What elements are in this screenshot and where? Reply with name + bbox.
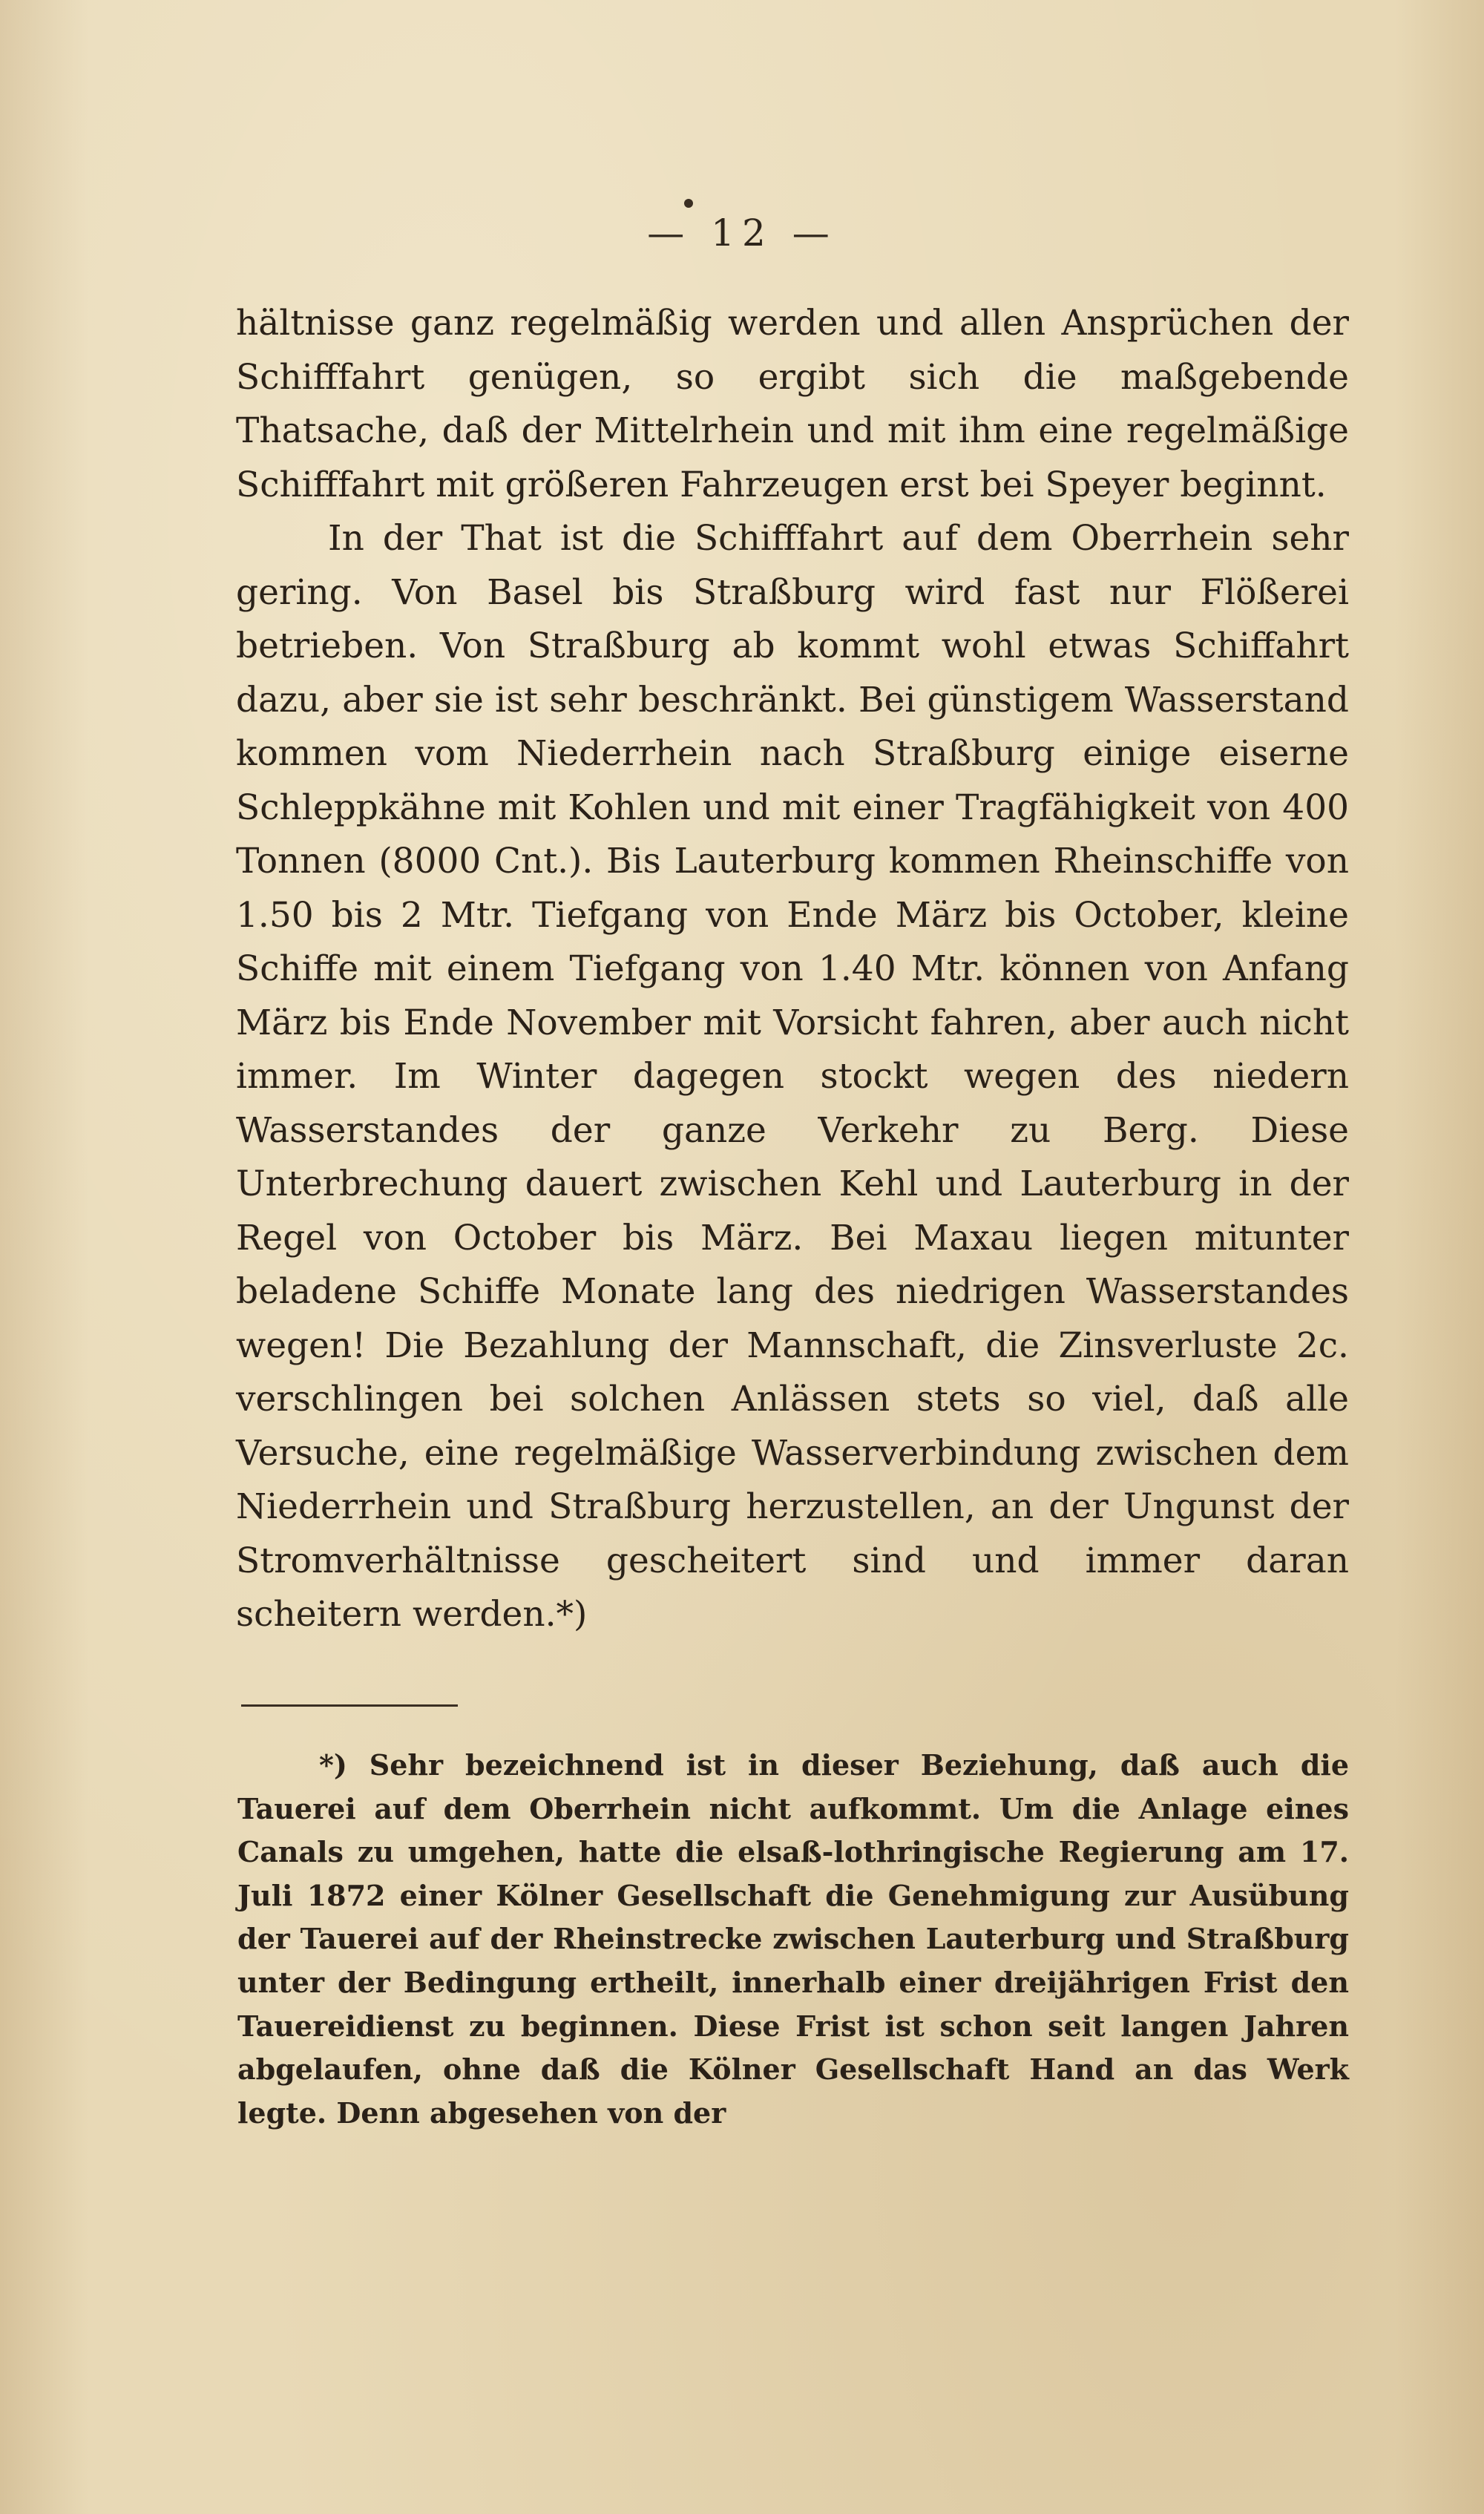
- paragraph-oberrhein: In der That ist die Schifffahrt auf dem Oberrhein sehr gering. Von Basel bis Straßburg wird fast nur Flößerei betrieben. Von Straßburg ab kommt wohl etwas Schiffahrt dazu, aber sie ist sehr beschränkt. Bei günstigem Wasserstand kommen vom Niederrhein nach Straßburg einige eiserne Schleppkähne mit Kohlen und mit einer Tragfähigkeit von 400 Tonnen (8000 Cnt.). Bis Lauterburg kommen Rheinschiffe von 1.50 bis 2 Mtr. Tiefgang von Ende März bis October, kleine Schiffe mit einem Tiefgang von 1.40 Mtr. können von Anfang März bis Ende November mit Vorsicht fahren, aber auch nicht immer. Im Winter dagegen stockt wegen des niedern Wasserstandes der ganze Verkehr zu Berg. Diese Unterbrechung dauert zwischen Kehl und Lauterburg in der Regel von October bis März. Bei Maxau liegen mitunter beladene Schiffe Monate lang des niedrigen Wasserstandes wegen! Die Bezahlung der Mannschaft, die Zinsverluste 2c. verschlingen bei solchen Anlässen stets so viel, daß alle Versuche, eine regelmäßige Wasserverbindung zwischen dem Niederrhein und Straßburg herzustellen, an der Ungunst der Stromverhältnisse gescheitert sind und immer daran scheitern werden.*): [236, 518, 1349, 1635]
- ink-dot: [684, 199, 693, 208]
- footnote-text: *) Sehr bezeichnend ist in dieser Beziehung, daß auch die Tauerei auf dem Oberrhein nicht aufkommt. Um die Anlage eines Canals zu umgehen, hatte die elsaß-lothringische Regierung am 17. Juli 1872 einer Kölner Gesellschaft die Genehmigung zur Ausübung der Tauerei auf der Rheinstrecke zwischen Lauterburg und Straßburg unter der Bedingung ertheilt, innerhalb einer dreijährigen Frist den Tauereidienst zu beginnen. Diese Frist ist schon seit langen Jahren abgelaufen, ohne daß die Kölner Gesellschaft Hand an das Werk legte. Denn abgesehen von der: [237, 1748, 1349, 2130]
- footnote: [237, 1744, 1349, 2135]
- footnote-divider: [241, 1704, 458, 1707]
- paragraph-continuation: hältnisse ganz regelmäßig werden und allen Ansprüchen der Schifffahrt genügen, so ergibt sich die maßgebende Thatsache, daß der Mittelrhein und mit ihm eine regelmäßige Schifffahrt mit größeren Fahrzeugen erst bei Speyer beginnt.: [236, 303, 1349, 505]
- main-text: [236, 297, 1349, 1642]
- page-number: — 12 —: [647, 211, 837, 255]
